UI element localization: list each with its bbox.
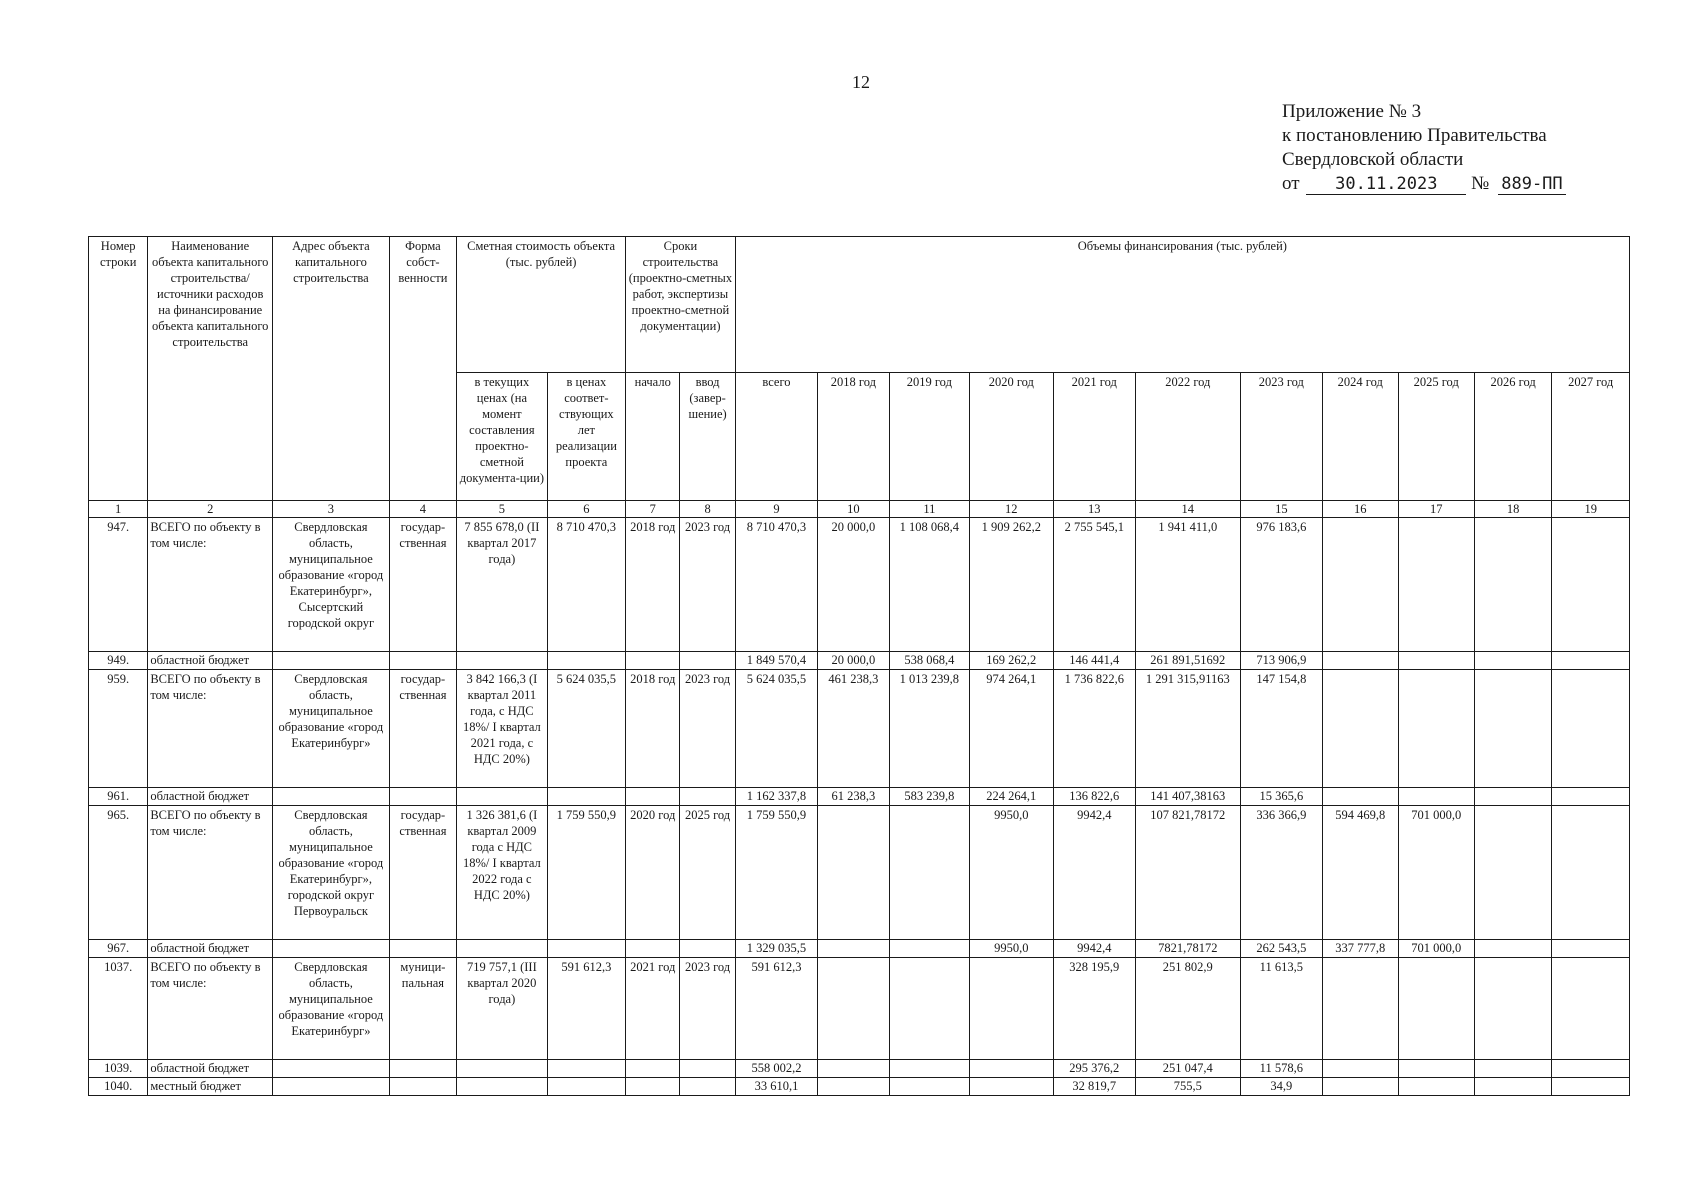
cell-object-name: ВСЕГО по объекту в том числе: (148, 670, 273, 788)
cell-2023: 262 543,5 (1240, 940, 1322, 958)
cell-2022: 1 291 315,91163 (1136, 670, 1241, 788)
cell-cost-years (547, 1078, 625, 1096)
cell-2018 (818, 1078, 889, 1096)
cell-cost-years: 591 612,3 (547, 958, 625, 1060)
cell-2020 (970, 958, 1053, 1060)
cell-start (626, 940, 680, 958)
cell-cost-current (457, 788, 548, 806)
cell-total: 1 759 550,9 (735, 806, 817, 940)
cell-row-number: 1040. (89, 1078, 148, 1096)
cell-2025 (1398, 958, 1474, 1060)
cell-object-name: областной бюджет (148, 940, 273, 958)
cell-2026 (1474, 940, 1551, 958)
table-row (89, 1078, 1630, 1096)
cell-2020: 1 909 262,2 (970, 518, 1053, 652)
cell-2027 (1552, 1078, 1630, 1096)
cell-2019: 1 013 239,8 (889, 670, 969, 788)
cell-2019 (889, 958, 969, 1060)
cell-address: Свердловская область, муниципальное образование «город Екатеринбург», городской округ Первоуральск (273, 806, 390, 940)
cell-row-number: 947. (89, 518, 148, 652)
cell-2027 (1552, 652, 1630, 670)
cell-2027 (1552, 518, 1630, 652)
cell-cost-current (457, 940, 548, 958)
header-ownership: Форма собст-венности (389, 237, 456, 501)
cell-2019 (889, 940, 969, 958)
cell-2022: 107 821,78172 (1136, 806, 1241, 940)
cell-cost-current: 1 326 381,6 (I квартал 2009 года с НДС 18%/ I квартал 2022 года с НДС 20%) (457, 806, 548, 940)
column-number: 2 (148, 501, 273, 518)
cell-2027 (1552, 806, 1630, 940)
cell-2019: 538 068,4 (889, 652, 969, 670)
cell-2019 (889, 1078, 969, 1096)
cell-2021: 295 376,2 (1053, 1060, 1135, 1078)
cell-2020: 9950,0 (970, 940, 1053, 958)
cell-address (273, 1078, 390, 1096)
cell-2021: 136 822,6 (1053, 788, 1135, 806)
cell-2019: 583 239,8 (889, 788, 969, 806)
column-number-row (89, 501, 1630, 518)
cell-object-name: ВСЕГО по объекту в том числе: (148, 518, 273, 652)
cell-total: 591 612,3 (735, 958, 817, 1060)
cell-2021: 1 736 822,6 (1053, 670, 1135, 788)
cell-2025 (1398, 670, 1474, 788)
cell-2023: 11 613,5 (1240, 958, 1322, 1060)
cell-2020 (970, 1060, 1053, 1078)
cell-cost-years: 8 710 470,3 (547, 518, 625, 652)
cell-2026 (1474, 806, 1551, 940)
header-address: Адрес объекта капитального строительства (273, 237, 390, 501)
cell-commissioning: 2023 год (680, 518, 735, 652)
cell-2026 (1474, 1078, 1551, 1096)
table-row (89, 788, 1630, 806)
cell-total: 5 624 035,5 (735, 670, 817, 788)
cell-start (626, 788, 680, 806)
cell-total: 33 610,1 (735, 1078, 817, 1096)
cell-2018: 20 000,0 (818, 652, 889, 670)
cell-ownership (389, 652, 456, 670)
cell-cost-years: 1 759 550,9 (547, 806, 625, 940)
cell-ownership: государ-ственная (389, 670, 456, 788)
table-row (89, 940, 1630, 958)
table-row (89, 518, 1630, 652)
cell-2018: 20 000,0 (818, 518, 889, 652)
cell-2018 (818, 1060, 889, 1078)
cell-cost-years (547, 940, 625, 958)
column-number: 17 (1398, 501, 1474, 518)
cell-total: 558 002,2 (735, 1060, 817, 1078)
column-number: 8 (680, 501, 735, 518)
cell-commissioning: 2023 год (680, 958, 735, 1060)
cell-2020 (970, 1078, 1053, 1096)
cell-ownership (389, 940, 456, 958)
header-commissioning: ввод (завер-шение) (680, 373, 735, 501)
header-year-2019: 2019 год (889, 373, 969, 501)
table-row (89, 958, 1630, 1060)
cell-cost-current (457, 652, 548, 670)
cell-2022: 1 941 411,0 (1136, 518, 1241, 652)
cell-ownership (389, 1078, 456, 1096)
header-year-2021: 2021 год (1053, 373, 1135, 501)
cell-2021: 146 441,4 (1053, 652, 1135, 670)
cell-2023: 976 183,6 (1240, 518, 1322, 652)
cell-address (273, 1060, 390, 1078)
cell-2023: 713 906,9 (1240, 652, 1322, 670)
cell-ownership (389, 1060, 456, 1078)
cell-2025: 701 000,0 (1398, 940, 1474, 958)
cell-ownership (389, 788, 456, 806)
cell-start (626, 1078, 680, 1096)
column-number: 19 (1552, 501, 1630, 518)
cell-object-name: местный бюджет (148, 1078, 273, 1096)
cell-address: Свердловская область, муниципальное образование «город Екатеринбург» (273, 670, 390, 788)
cell-total: 8 710 470,3 (735, 518, 817, 652)
cell-cost-current: 3 842 166,3 (I квартал 2011 года, с НДС 18%/ I квартал 2021 года, с НДС 20%) (457, 670, 548, 788)
column-number: 6 (547, 501, 625, 518)
appendix-title: Приложение № 3 (1282, 101, 1422, 122)
header-terms: Сроки строительства (проектно-сметных работ, экспертизы проектно-сметной документации) (626, 237, 736, 373)
cell-total: 1 849 570,4 (735, 652, 817, 670)
cell-total: 1 329 035,5 (735, 940, 817, 958)
header-row-number: Номер строки (89, 237, 148, 501)
header-year-2025: 2025 год (1398, 373, 1474, 501)
cell-cost-current: 7 855 678,0 (II квартал 2017 года) (457, 518, 548, 652)
appendix-resolution: к постановлению Правительства (1282, 125, 1547, 146)
cell-address (273, 788, 390, 806)
table-row (89, 670, 1630, 788)
cell-cost-years (547, 652, 625, 670)
table-row (89, 806, 1630, 940)
cell-address (273, 652, 390, 670)
cell-row-number: 961. (89, 788, 148, 806)
cell-2021: 32 819,7 (1053, 1078, 1135, 1096)
cell-cost-current: 719 757,1 (III квартал 2020 года) (457, 958, 548, 1060)
cell-2018 (818, 806, 889, 940)
cell-cost-years (547, 788, 625, 806)
cell-2027 (1552, 958, 1630, 1060)
cell-2018 (818, 940, 889, 958)
cell-2026 (1474, 788, 1551, 806)
cell-row-number: 1037. (89, 958, 148, 1060)
column-number: 4 (389, 501, 456, 518)
cell-2024: 337 777,8 (1323, 940, 1398, 958)
cell-cost-current (457, 1078, 548, 1096)
cell-2025 (1398, 518, 1474, 652)
appendix-date-line (1282, 172, 1566, 196)
column-number: 3 (273, 501, 390, 518)
cell-commissioning (680, 1078, 735, 1096)
cell-2021: 9942,4 (1053, 940, 1135, 958)
cell-object-name: областной бюджет (148, 788, 273, 806)
cell-2022: 261 891,51692 (1136, 652, 1241, 670)
cell-2023: 336 366,9 (1240, 806, 1322, 940)
cell-2020: 9950,0 (970, 806, 1053, 940)
financing-table (88, 236, 1630, 1096)
cell-2027 (1552, 1060, 1630, 1078)
column-number: 16 (1323, 501, 1398, 518)
cell-start: 2020 год (626, 806, 680, 940)
cell-2025 (1398, 652, 1474, 670)
column-number: 9 (735, 501, 817, 518)
header-total: всего (735, 373, 817, 501)
cell-2025 (1398, 1060, 1474, 1078)
cell-2025 (1398, 788, 1474, 806)
column-number: 15 (1240, 501, 1322, 518)
cell-2022: 141 407,38163 (1136, 788, 1241, 806)
cell-2019 (889, 806, 969, 940)
cell-commissioning: 2023 год (680, 670, 735, 788)
cell-2024 (1323, 518, 1398, 652)
cell-2018: 461 238,3 (818, 670, 889, 788)
header-estimated-cost: Сметная стоимость объекта (тыс. рублей) (457, 237, 626, 373)
cell-start (626, 652, 680, 670)
cell-total: 1 162 337,8 (735, 788, 817, 806)
cell-2022: 251 802,9 (1136, 958, 1241, 1060)
date-prefix: от (1282, 173, 1300, 194)
column-number: 11 (889, 501, 969, 518)
cell-2024 (1323, 958, 1398, 1060)
header-cost-current: в текущих ценах (на момент составления проектно-сметной документа-ции) (457, 373, 548, 501)
cell-object-name: областной бюджет (148, 1060, 273, 1078)
cell-2027 (1552, 788, 1630, 806)
cell-row-number: 967. (89, 940, 148, 958)
header-year-2018: 2018 год (818, 373, 889, 501)
cell-cost-current (457, 1060, 548, 1078)
cell-2026 (1474, 652, 1551, 670)
header-object-name: Наименование объекта капитального строительства/ источники расходов на финансирование объекта капитального строительства (148, 237, 273, 501)
resolution-date: 30.11.2023 (1306, 174, 1466, 195)
cell-2025: 701 000,0 (1398, 806, 1474, 940)
header-year-2026: 2026 год (1474, 373, 1551, 501)
cell-2026 (1474, 518, 1551, 652)
cell-2024 (1323, 670, 1398, 788)
cell-row-number: 1039. (89, 1060, 148, 1078)
table-row (89, 652, 1630, 670)
cell-start (626, 1060, 680, 1078)
cell-2024 (1323, 1078, 1398, 1096)
header-year-2023: 2023 год (1240, 373, 1322, 501)
column-number: 12 (970, 501, 1053, 518)
cell-2020: 224 264,1 (970, 788, 1053, 806)
cell-2023: 147 154,8 (1240, 670, 1322, 788)
cell-ownership: государ-ственная (389, 518, 456, 652)
cell-cost-years (547, 1060, 625, 1078)
column-number: 10 (818, 501, 889, 518)
cell-2026 (1474, 958, 1551, 1060)
cell-row-number: 949. (89, 652, 148, 670)
header-year-2022: 2022 год (1136, 373, 1241, 501)
cell-commissioning (680, 788, 735, 806)
header-year-2024: 2024 год (1323, 373, 1398, 501)
cell-2024: 594 469,8 (1323, 806, 1398, 940)
cell-2022: 251 047,4 (1136, 1060, 1241, 1078)
cell-ownership: муници-пальная (389, 958, 456, 1060)
cell-2021: 9942,4 (1053, 806, 1135, 940)
header-year-2027: 2027 год (1552, 373, 1630, 501)
cell-commissioning (680, 940, 735, 958)
appendix-region: Свердловской области (1282, 149, 1464, 170)
cell-2020: 169 262,2 (970, 652, 1053, 670)
cell-2022: 7821,78172 (1136, 940, 1241, 958)
cell-2026 (1474, 670, 1551, 788)
cell-2020: 974 264,1 (970, 670, 1053, 788)
cell-2027 (1552, 670, 1630, 788)
cell-start: 2018 год (626, 670, 680, 788)
cell-object-name: областной бюджет (148, 652, 273, 670)
cell-2027 (1552, 940, 1630, 958)
cell-2021: 2 755 545,1 (1053, 518, 1135, 652)
cell-ownership: государ-ственная (389, 806, 456, 940)
cell-row-number: 959. (89, 670, 148, 788)
column-number: 18 (1474, 501, 1551, 518)
cell-commissioning: 2025 год (680, 806, 735, 940)
cell-2022: 755,5 (1136, 1078, 1241, 1096)
cell-2018 (818, 958, 889, 1060)
cell-2023: 34,9 (1240, 1078, 1322, 1096)
cell-2024 (1323, 652, 1398, 670)
cell-2021: 328 195,9 (1053, 958, 1135, 1060)
column-number: 14 (1136, 501, 1241, 518)
cell-object-name: ВСЕГО по объекту в том числе: (148, 958, 273, 1060)
cell-address: Свердловская область, муниципальное образование «город Екатеринбург» (273, 958, 390, 1060)
column-number: 13 (1053, 501, 1135, 518)
table-row (89, 1060, 1630, 1078)
column-number: 1 (89, 501, 148, 518)
header-cost-years: в ценах соответ-ствующих лет реализации проекта (547, 373, 625, 501)
cell-address (273, 940, 390, 958)
number-prefix: № (1471, 173, 1490, 194)
resolution-number: 889-ПП (1498, 174, 1566, 195)
page-number: 12 (852, 72, 870, 92)
cell-object-name: ВСЕГО по объекту в том числе: (148, 806, 273, 940)
cell-2025 (1398, 1078, 1474, 1096)
cell-start: 2021 год (626, 958, 680, 1060)
column-number: 7 (626, 501, 680, 518)
appendix-header (1282, 100, 1566, 196)
header-year-2020: 2020 год (970, 373, 1053, 501)
cell-2024 (1323, 1060, 1398, 1078)
cell-2026 (1474, 1060, 1551, 1078)
cell-2023: 15 365,6 (1240, 788, 1322, 806)
cell-row-number: 965. (89, 806, 148, 940)
cell-2023: 11 578,6 (1240, 1060, 1322, 1078)
cell-commissioning (680, 1060, 735, 1078)
column-number: 5 (457, 501, 548, 518)
cell-commissioning (680, 652, 735, 670)
header-financing: Объемы финансирования (тыс. рублей) (735, 237, 1629, 373)
cell-cost-years: 5 624 035,5 (547, 670, 625, 788)
cell-start: 2018 год (626, 518, 680, 652)
cell-2019: 1 108 068,4 (889, 518, 969, 652)
cell-address: Свердловская область, муниципальное образование «город Екатеринбург», Сысертский городской округ (273, 518, 390, 652)
cell-2019 (889, 1060, 969, 1078)
cell-2018: 61 238,3 (818, 788, 889, 806)
cell-2024 (1323, 788, 1398, 806)
header-start: начало (626, 373, 680, 501)
